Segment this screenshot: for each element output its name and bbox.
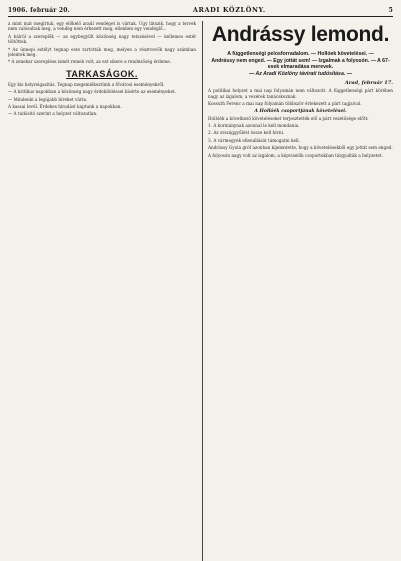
columns bbox=[8, 21, 393, 561]
subhead-line-italic: — Az Aradi Közlöny távirati tudósítása. — bbox=[249, 70, 352, 77]
subhead-line: A függetlenségi pelosforradalom. — Hollóek követelései. — bbox=[227, 51, 374, 57]
left-paragraph: Egy kis helyreigazítás. Tegnap megemlékeztünk a fővárosi eseményekről. bbox=[8, 81, 165, 87]
article-dateline: Arad, február 17. bbox=[344, 80, 393, 87]
article-title: Andrássy lemond. bbox=[211, 23, 390, 46]
left-column bbox=[8, 21, 196, 561]
right-paragraph: A politikai helyzet a mai nap folyamán nem változott. A függetlenségi párt körében nagy az izgalom, a vezérek tanácskoznak. bbox=[208, 88, 393, 99]
subhead-line: Andrássy nem enged. — Egy jottát sem! — Izgalmak a folyosón. — A 67-esek elmaradása merevek. bbox=[211, 57, 390, 71]
right-paragraph: 2. Az országgyűlést össze kell hívni. bbox=[208, 130, 285, 136]
section-title-tarkasagok: TARKASÁGOK. bbox=[66, 68, 138, 79]
right-column bbox=[202, 21, 393, 561]
page-header bbox=[8, 6, 393, 17]
left-paragraph: — A kritikus napokban a közönség nagy érdeklődéssel kísérte az eseményeket. bbox=[8, 89, 176, 95]
left-paragraph: A kassai levél. Érdekes híradást kaptunk a napokban. bbox=[8, 104, 122, 110]
right-paragraph: 3. A vármegyék ellenállását támogatni kell. bbox=[208, 137, 300, 143]
right-paragraph: Hollóék a következő követeléseket terjesztették elő a párt vezetősége előtt: bbox=[208, 115, 369, 121]
left-paragraph: — A tudósító szerint a helyzet változatlan. bbox=[8, 111, 98, 117]
left-paragraph: * A zenekar szereplése ismét remek volt, az est sikere a rendezőség érdeme. bbox=[8, 59, 172, 65]
header-date: 1906. február 20. bbox=[8, 6, 70, 14]
right-paragraph: Kossuth Ferenc a mai nap folyamán többször értekezett a párt tagjaival. bbox=[208, 101, 362, 107]
subsection-title: A Hollóék csoportjának követelései. bbox=[254, 108, 347, 114]
right-paragraph: 1. A kormánynak azonnal le kell mondania. bbox=[208, 123, 300, 128]
header-paper-title: ARADI KÖZLÖNY. bbox=[192, 6, 266, 14]
left-paragraph: — Mindenki a legújabb híreket várta. bbox=[8, 96, 88, 102]
left-paragraph: A bálról a szereplők — az egybegyűlt közönség nagy tetszésével — kellemes estét töltöttek. bbox=[8, 33, 196, 45]
left-paragraph: * Az ünnepi estélyt tegnap este tartották meg, melyen a résztvevők nagy számban jelentek meg. bbox=[8, 46, 196, 58]
header-page-number: 5 bbox=[388, 6, 393, 14]
right-paragraph: A folyosón nagy volt az izgalom, a képviselők csoportokban tárgyalták a helyzetet. bbox=[208, 152, 383, 158]
article-subhead bbox=[208, 51, 393, 77]
right-paragraph: Andrássy Gyula gróf azonban kijelentette, hogy a követelésekből egy jottát sem enged. bbox=[208, 145, 393, 151]
left-paragraph: a mint már megírtuk, egy előkelő aradi vendéget is vártak. Ugy látszik, hogy a tervek nem valósultak meg, a vendég nem érkezett meg, ellenben egy vendéglő... bbox=[8, 21, 196, 32]
